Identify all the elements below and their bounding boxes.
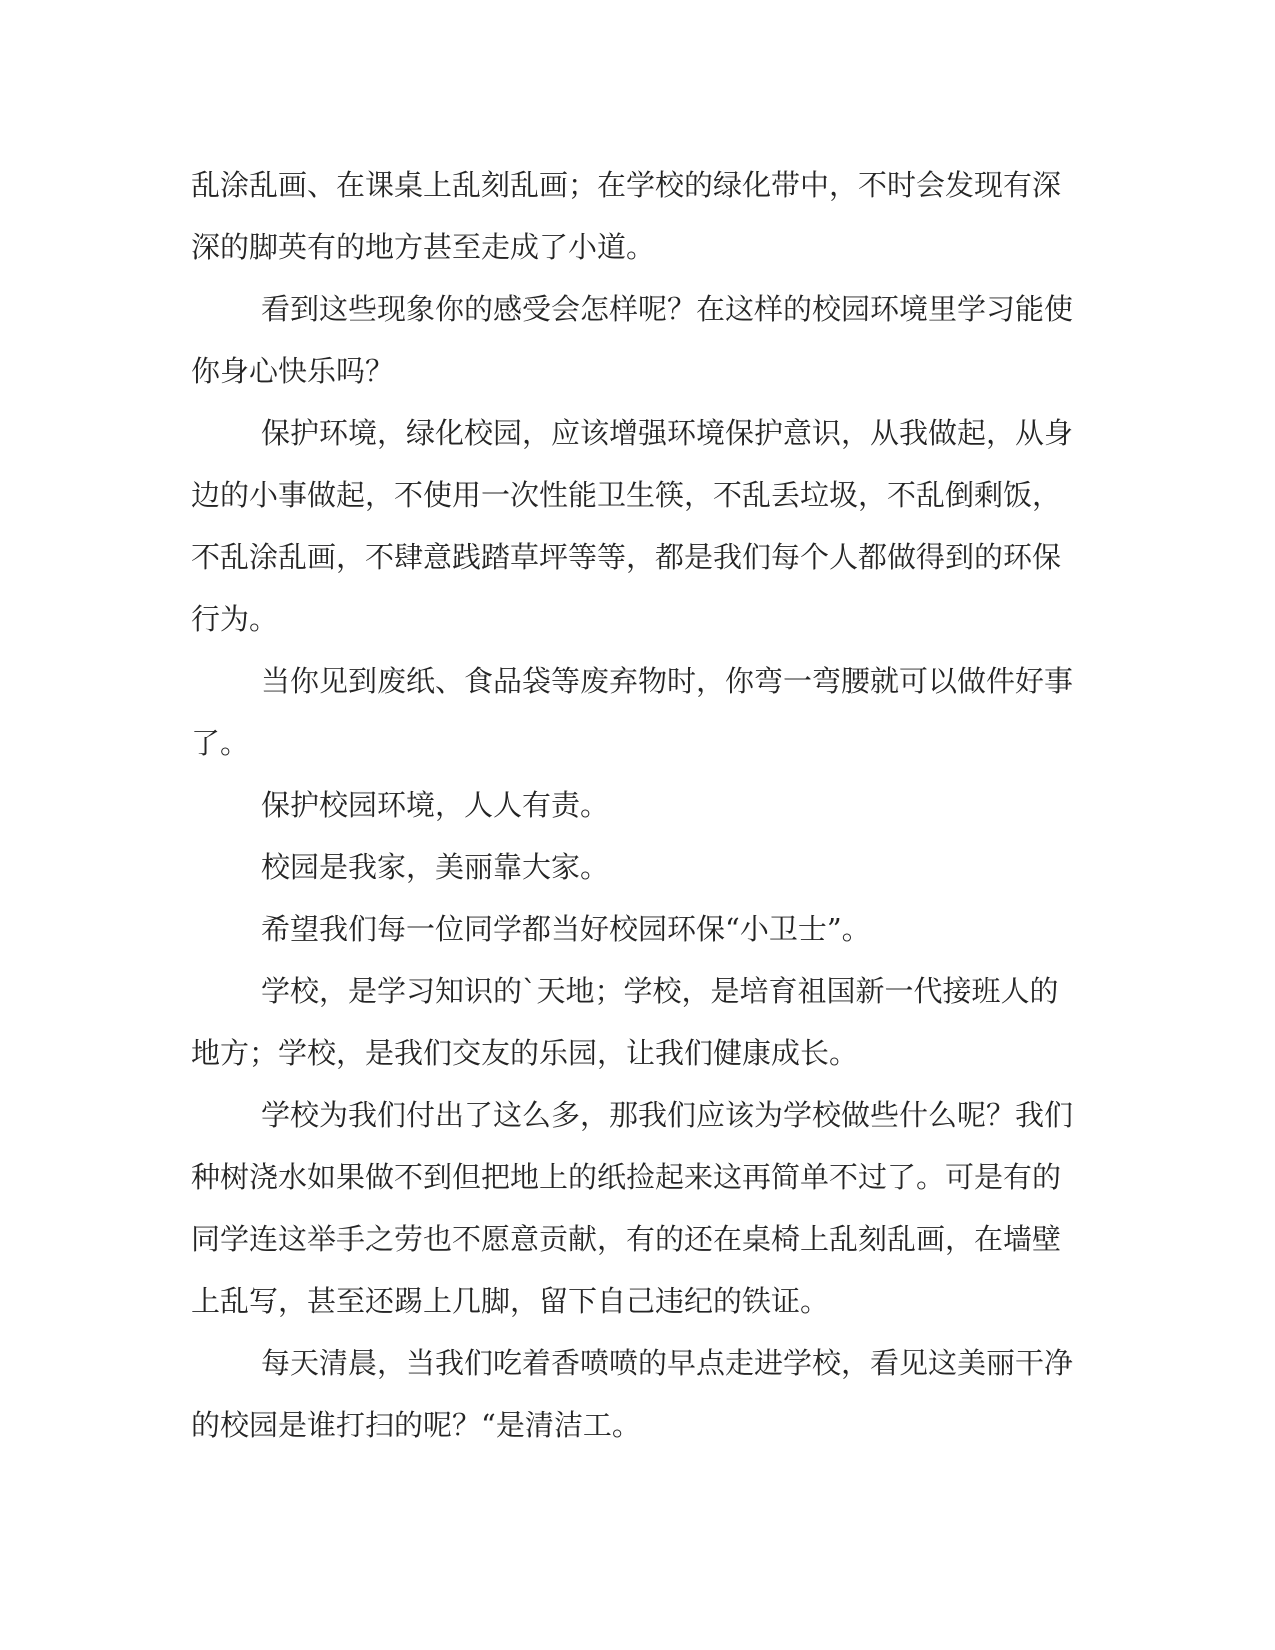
text-line: 行为。 <box>191 602 279 636</box>
text-line: 你身心快乐吗？ <box>191 354 395 388</box>
text-line: 希望我们每一位同学都当好校园环保“小卫士”。 <box>261 912 871 946</box>
text-line: 每天清晨，当我们吃着香喷喷的早点走进学校，看见这美丽干净 <box>261 1346 1074 1380</box>
text-line: 地方；学校，是我们交友的乐园，让我们健康成长。 <box>191 1036 859 1070</box>
text-line: 看到这些现象你的感受会怎样呢？在这样的校园环境里学习能使 <box>261 292 1074 326</box>
text-line: 保护校园环境，人人有责。 <box>261 788 610 822</box>
text-line: 不乱涂乱画，不肆意践踏草坪等等，都是我们每个人都做得到的环保 <box>191 540 1062 574</box>
text-line: 了。 <box>191 726 250 760</box>
text-line: 学校，是学习知识的`天地；学校，是培育祖国新一代接班人的 <box>261 974 1059 1008</box>
text-line: 同学连这举手之劳也不愿意贡献，有的还在桌椅上乱刻乱画，在墙壁 <box>191 1222 1062 1256</box>
text-line: 上乱写，甚至还踢上几脚，留下自己违纪的铁证。 <box>191 1284 830 1318</box>
text-line: 的校园是谁打扫的呢？“是清洁工。 <box>191 1408 641 1442</box>
text-line: 当你见到废纸、食品袋等废弃物时，你弯一弯腰就可以做件好事 <box>261 664 1074 698</box>
text-line: 校园是我家，美丽靠大家。 <box>261 850 610 884</box>
text-line: 边的小事做起，不使用一次性能卫生筷，不乱丢垃圾，不乱倒剩饭， <box>191 478 1062 512</box>
text-line: 保护环境，绿化校园，应该增强环境保护意识，从我做起，从身 <box>261 416 1074 450</box>
text-line: 学校为我们付出了这么多，那我们应该为学校做些什么呢？我们 <box>261 1098 1074 1132</box>
text-line: 乱涂乱画、在课桌上乱刻乱画；在学校的绿化带中，不时会发现有深 <box>191 168 1062 202</box>
text-line: 深的脚英有的地方甚至走成了小道。 <box>191 230 656 264</box>
text-line: 种树浇水如果做不到但把地上的纸捡起来这再简单不过了。可是有的 <box>191 1160 1062 1194</box>
document-body <box>191 154 1091 1456</box>
